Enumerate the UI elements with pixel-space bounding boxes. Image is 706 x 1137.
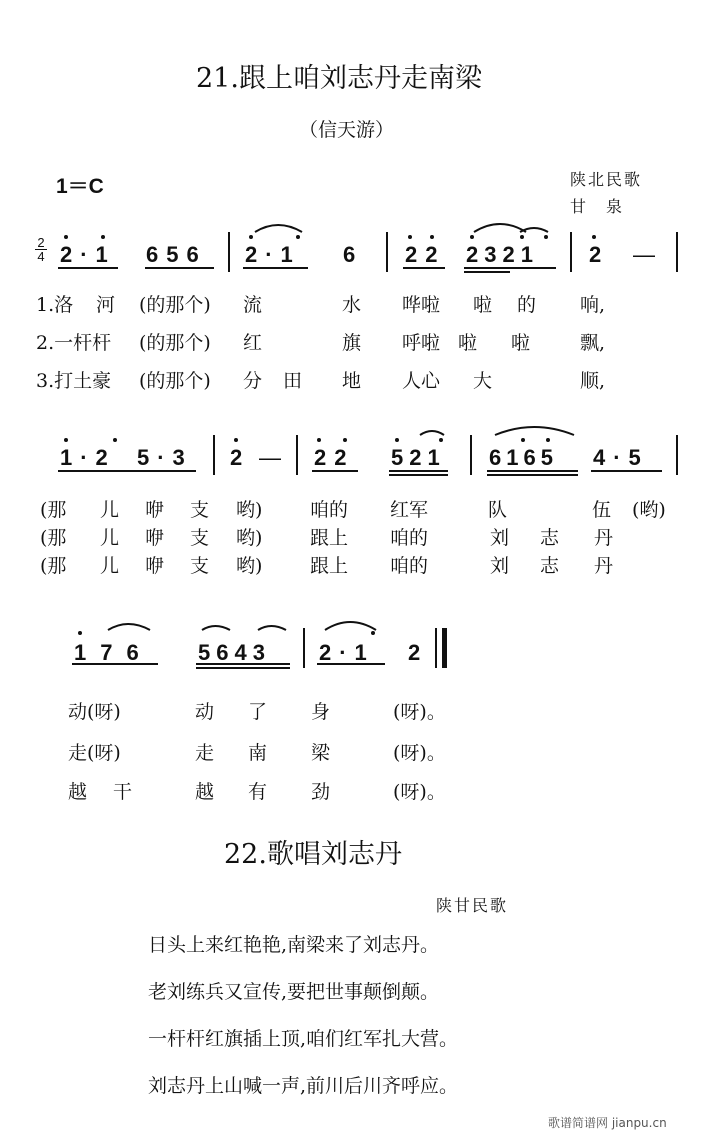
- watermark: 歌谱简谱网 jianpu.cn: [548, 1116, 667, 1130]
- notes-row1-m4b: —: [633, 242, 655, 267]
- poem-line-4: 刘志丹上山喊一声,前川后川齐呼应。: [148, 1075, 459, 1097]
- notes-row1-m1b: 656: [146, 242, 207, 267]
- time-sig-bottom: 4: [35, 249, 47, 263]
- notes-row2-m4a: 6165: [489, 445, 558, 470]
- notes-row3-m2a: 2·1: [319, 640, 375, 665]
- time-sig-top: 2: [37, 235, 45, 250]
- song22-origin: 陕甘民歌: [436, 896, 509, 915]
- key-signature: 1＝C: [56, 175, 104, 198]
- notes-row1-m3b: 2321: [466, 242, 539, 267]
- song21-subtitle: （信天游）: [299, 119, 395, 141]
- row1-notation-marks: [0, 222, 706, 282]
- notes-row2-m3b: 521: [391, 445, 446, 470]
- notes-row2-m1a: 1·2: [60, 445, 116, 470]
- song21-arranger: 甘 泉: [570, 197, 625, 216]
- notes-row1-m2b: 6: [343, 242, 356, 267]
- poem-line-2: 老刘练兵又宣传,要把世事颠倒颠。: [148, 981, 440, 1003]
- notes-row1-m3a: 22: [405, 242, 446, 267]
- notes-row3-m1a: 176: [74, 640, 153, 665]
- poem-line-1: 日头上来红艳艳,南梁来了刘志丹。: [148, 934, 440, 956]
- notes-row1-m1a: 2·1: [60, 242, 116, 267]
- notes-row2-m4b: 4·5: [593, 445, 649, 470]
- notes-row2-m2b: —: [259, 445, 281, 470]
- notes-row2-m1b: 5·3: [137, 445, 193, 470]
- notes-row2-m2a: 2: [230, 445, 243, 470]
- notes-row2-m3a: 22: [314, 445, 355, 470]
- notes-row1-m2a: 2·1: [245, 242, 301, 267]
- row3-notation-marks: [0, 618, 706, 678]
- notes-row3-m1b: 5643: [198, 640, 271, 665]
- song21-title: 21.跟上咱刘志丹走南梁: [196, 63, 482, 94]
- notes-row3-m2b: 2: [408, 640, 421, 665]
- poem-line-3: 一杆杆红旗插上顶,咱们红军扎大营。: [148, 1028, 459, 1050]
- song22-title: 22.歌唱刘志丹: [224, 839, 402, 870]
- row2-notation-marks: [0, 425, 706, 485]
- notes-row1-m4a: 2: [589, 242, 602, 267]
- song21-origin: 陕北民歌: [570, 170, 643, 189]
